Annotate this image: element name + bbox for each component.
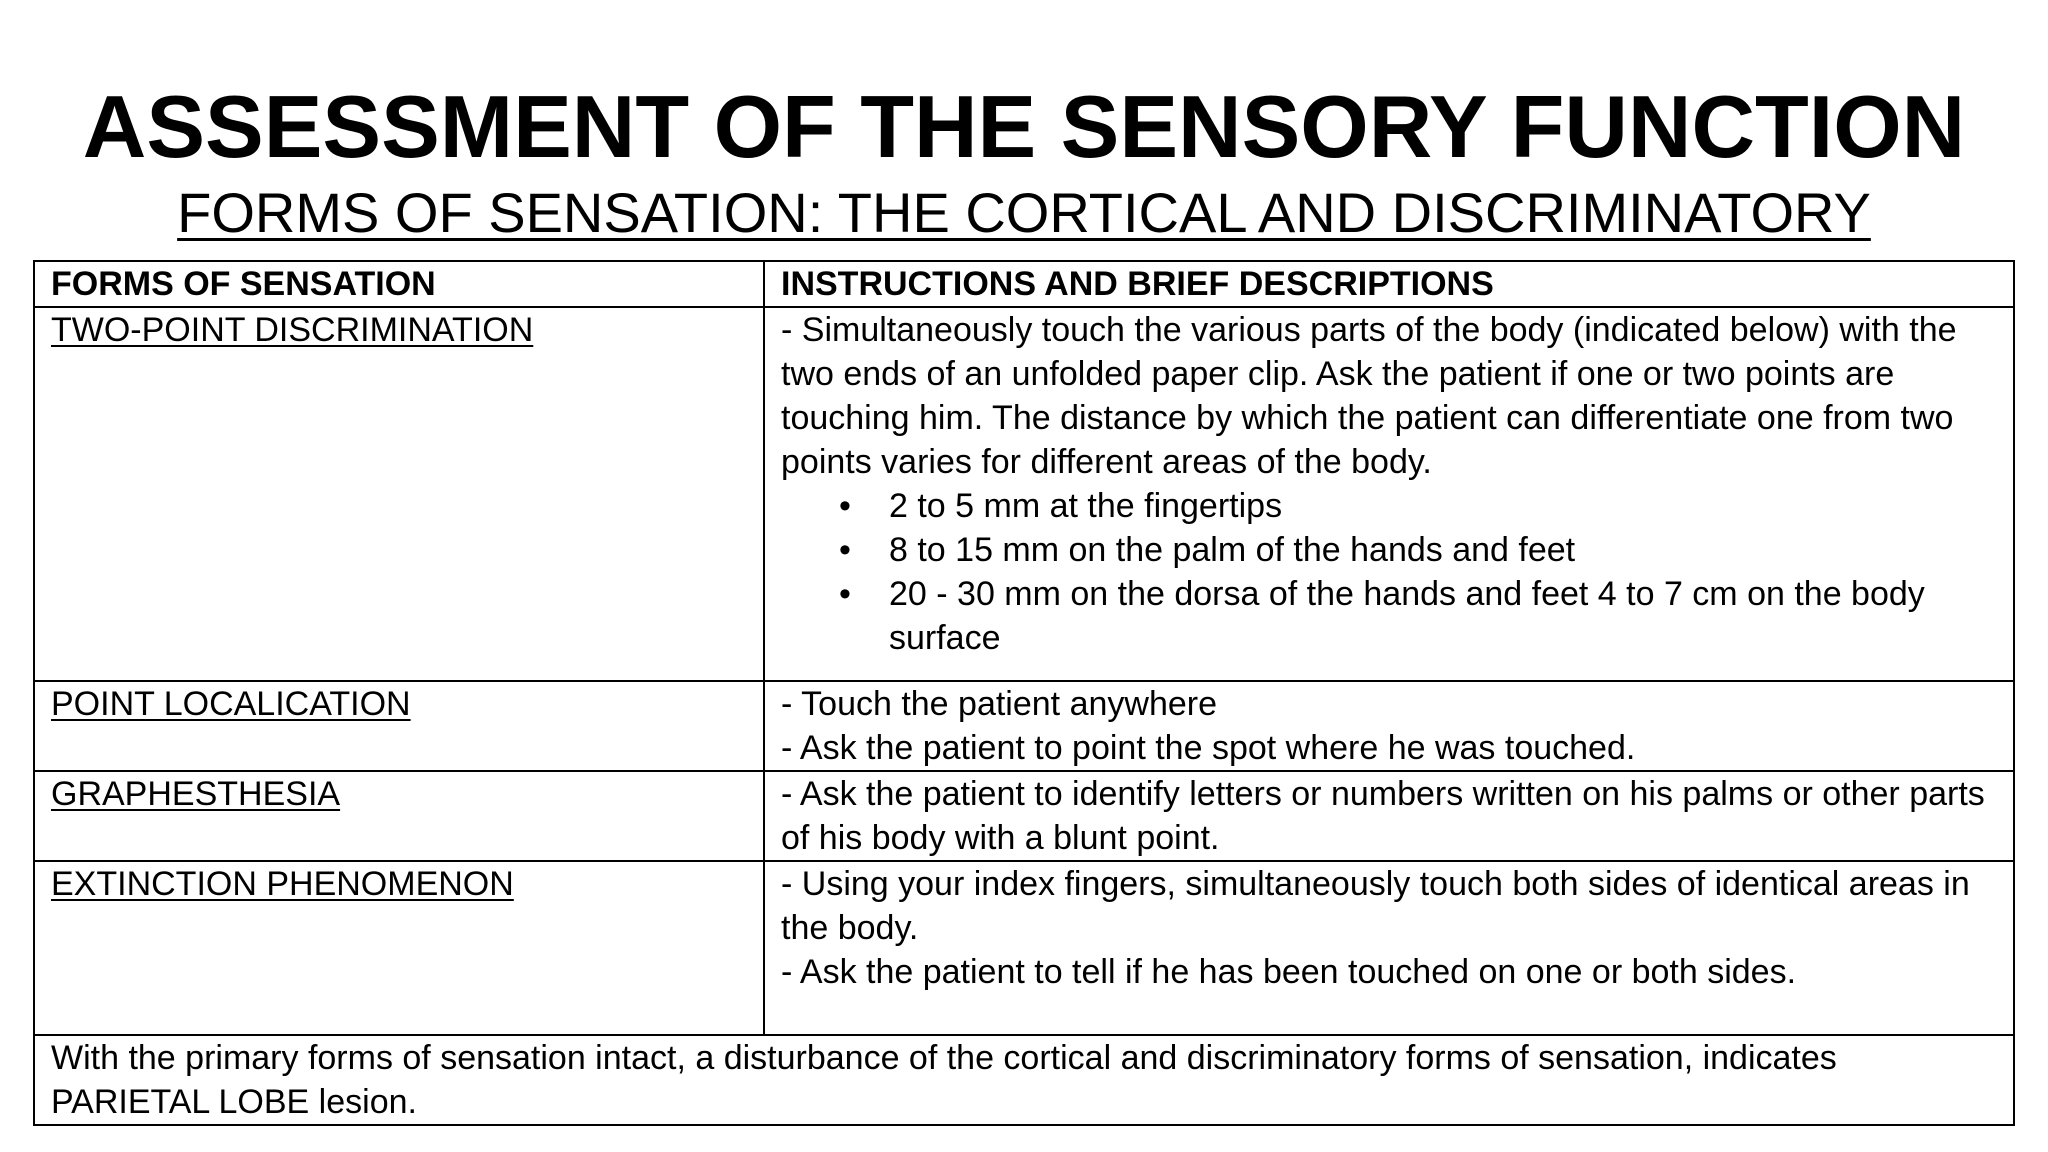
- table-footer-row: [34, 1035, 2014, 1125]
- table-header-row: [34, 261, 2014, 307]
- description-line: - Touch the patient anywhere: [781, 685, 1217, 723]
- table-row: [34, 307, 2014, 681]
- description-line: - Ask the patient to identify letters or numbers written on his palms or other parts of his body with a blunt point.: [781, 775, 1985, 857]
- description-line: - Ask the patient to tell if he has been touched on one or both sides.: [781, 953, 1797, 991]
- table-row: [34, 771, 2014, 861]
- description-line: - Simultaneously touch the various parts of the body (indicated below) with the two ends of an unfolded paper clip. Ask the patient if one or two points are touching him. The distance by which the patient can differentiate one from two points varies for different areas of the body.: [781, 311, 1957, 481]
- table-row: [34, 861, 2014, 1035]
- description-cell: [764, 307, 2014, 681]
- sensation-table: [33, 260, 2015, 1126]
- form-cell: [34, 681, 764, 771]
- description-line: - Using your index fingers, simultaneously touch both sides of identical areas in the body.: [781, 865, 1970, 947]
- distance-list: [781, 484, 1997, 660]
- table-row: [34, 681, 2014, 771]
- description-cell: [764, 681, 2014, 771]
- form-name-graphesthesia: GRAPHESTHESIA: [51, 775, 341, 813]
- form-name-two-point: TWO-POINT DISCRIMINATION: [51, 311, 534, 349]
- form-name-point-localication: POINT LOCALICATION: [51, 685, 411, 723]
- page-title: ASSESSMENT OF THE SENSORY FUNCTION: [82, 77, 1966, 176]
- footer-note: With the primary forms of sensation intact, a disturbance of the cortical and discriminatory forms of sensation, indicates PARIETAL LOBE lesion.: [34, 1035, 2014, 1125]
- form-name-extinction-phenomenon: EXTINCTION PHENOMENON: [51, 865, 514, 903]
- list-item: • 2 to 5 mm at the fingertips: [889, 484, 1997, 528]
- header-instructions: INSTRUCTIONS AND BRIEF DESCRIPTIONS: [764, 261, 2014, 307]
- header-forms-of-sensation: FORMS OF SENSATION: [34, 261, 764, 307]
- list-item: • 20 - 30 mm on the dorsa of the hands and feet 4 to 7 cm on the body surface: [889, 572, 1997, 660]
- description-cell: [764, 861, 2014, 1035]
- description-cell: [764, 771, 2014, 861]
- form-cell: [34, 307, 764, 681]
- list-item: • 8 to 15 mm on the palm of the hands and feet: [889, 528, 1997, 572]
- description-line: - Ask the patient to point the spot where he was touched.: [781, 729, 1636, 767]
- form-cell: [34, 861, 764, 1035]
- form-cell: [34, 771, 764, 861]
- page-subtitle: FORMS OF SENSATION: THE CORTICAL AND DISCRIMINATORY: [177, 181, 1871, 244]
